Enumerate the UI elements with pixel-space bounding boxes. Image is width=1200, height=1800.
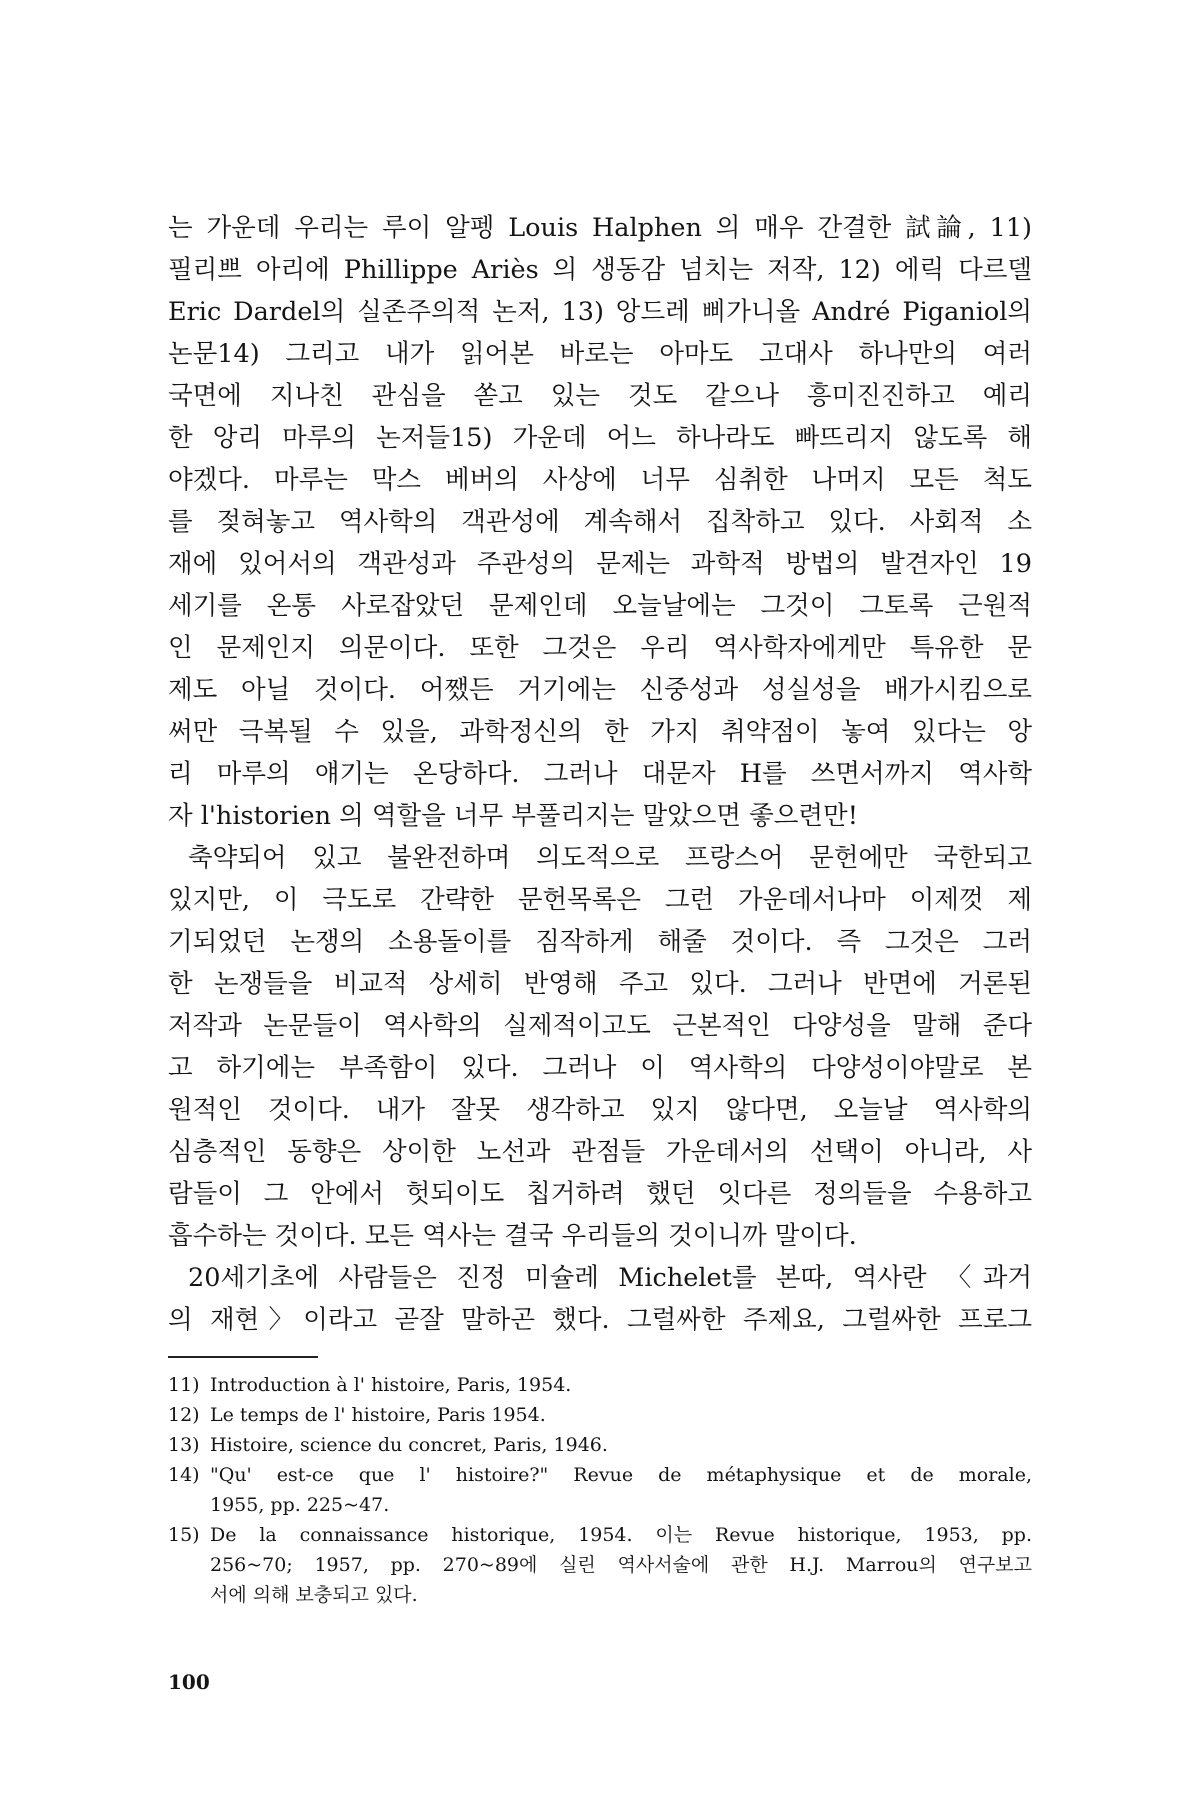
body-line: 있지만, 이 극도로 간략한 문헌목록은 그런 가운데서나마 이제껏 제 <box>168 885 1032 915</box>
footnote-text: "Qu' est-ce que l' histoire?" Revue de métaphysique et de morale, <box>210 1464 1032 1486</box>
body-line: 세기를 온통 사로잡았던 문제인데 오늘날에는 그것이 그토록 근원적 <box>168 591 1032 621</box>
body-line: 심층적인 동향은 상이한 노선과 관점들 가운데서의 선택이 아니라, 사 <box>168 1137 1032 1167</box>
body-line: 기되었던 논쟁의 소용돌이를 짐작하게 해줄 것이다. 즉 그것은 그러 <box>168 927 1032 957</box>
footnote-text: 서에 의해 보충되고 있다. <box>210 1584 418 1606</box>
footnote-number: 14) <box>168 1464 200 1486</box>
body-line: 야겠다. 마루는 막스 베버의 사상에 너무 심취한 나머지 모든 척도 <box>168 465 1032 495</box>
footnote-14 <box>168 1460 1032 1520</box>
body-line: Eric Dardel의 실존주의적 논저, 13) 앙드레 삐가니올 André Piganiol의 <box>168 297 1032 327</box>
body-line: 자 l'historien 의 역할을 너무 부풀리지는 말았으면 좋으련만! <box>168 801 858 831</box>
body-line: 저작과 논문들이 역사학의 실제적이고도 근본적인 다양성을 말해 준다 <box>168 1011 1032 1041</box>
body-line: 리 마루의 얘기는 온당하다. 그러나 대문자 H를 쓰면서까지 역사학 <box>168 759 1032 789</box>
footnote-divider <box>168 1356 318 1358</box>
body-line: 필리쁘 아리에 Phillippe Ariès 의 생동감 넘치는 저작, 12) 에릭 다르델 <box>168 255 1032 285</box>
body-line: 흡수하는 것이다. 모든 역사는 결국 우리들의 것이니까 말이다. <box>168 1221 857 1251</box>
footnote-15 <box>168 1520 1032 1610</box>
footnote-text: De la connaissance historique, 1954. 이는 Revue historique, 1953, pp. <box>210 1524 1032 1546</box>
body-line: 한 논쟁들을 비교적 상세히 반영해 주고 있다. 그러나 반면에 거론된 <box>168 969 1032 999</box>
body-line: 논문14) 그리고 내가 읽어본 바로는 아마도 고대사 하나만의 여러 <box>168 339 1032 369</box>
body-line: 인 문제인지 의문이다. 또한 그것은 우리 역사학자에게만 특유한 문 <box>168 633 1032 663</box>
footnote-number: 12) <box>168 1404 200 1426</box>
body-line: 원적인 것이다. 내가 잘못 생각하고 있지 않다면, 오늘날 역사학의 <box>168 1095 1032 1125</box>
footnote-text: 1955, pp. 225~47. <box>210 1494 390 1516</box>
body-text <box>168 207 1032 1341</box>
page-number: 100 <box>168 1670 210 1694</box>
body-line: 국면에 지나친 관심을 쏟고 있는 것도 같으나 흥미진진하고 예리 <box>168 381 1032 411</box>
footnote-12 <box>168 1400 1032 1430</box>
body-line: 는 가운데 우리는 루이 알펭 Louis Halphen 의 매우 간결한 試論, 11) <box>168 213 1032 243</box>
body-line: 고 하기에는 부족함이 있다. 그러나 이 역사학의 다양성이야말로 본 <box>168 1053 1032 1083</box>
footnotes <box>168 1370 1032 1610</box>
body-line: 써만 극복될 수 있을, 과학정신의 한 가지 취약점이 놓여 있다는 앙 <box>168 717 1032 747</box>
footnote-13 <box>168 1430 1032 1460</box>
body-line: 를 젖혀놓고 역사학의 객관성에 계속해서 집착하고 있다. 사회적 소 <box>168 507 1032 537</box>
footnote-number: 13) <box>168 1434 200 1456</box>
body-line: 람들이 그 안에서 헛되이도 칩거하려 했던 잇다른 정의들을 수용하고 <box>168 1179 1032 1209</box>
footnote-text: Introduction à l' histoire, Paris, 1954. <box>210 1374 572 1396</box>
footnote-text: Le temps de l' histoire, Paris 1954. <box>210 1404 546 1426</box>
body-line: 재에 있어서의 객관성과 주관성의 문제는 과학적 방법의 발견자인 19 <box>168 549 1032 579</box>
footnote-number: 15) <box>168 1524 200 1546</box>
body-line: 축약되어 있고 불완전하며 의도적으로 프랑스어 문헌에만 국한되고 <box>188 843 1032 873</box>
body-line: 제도 아닐 것이다. 어쨌든 거기에는 신중성과 성실성을 배가시킴으로 <box>168 675 1032 705</box>
footnote-number: 11) <box>168 1374 200 1396</box>
footnote-text: Histoire, science du concret, Paris, 1946. <box>210 1434 608 1456</box>
footnote-text: 256~70; 1957, pp. 270~89에 실린 역사서술에 관한 H.J. Marrou의 연구보고 <box>210 1554 1032 1576</box>
body-line: 한 앙리 마루의 논저들15) 가운데 어느 하나라도 빠뜨리지 않도록 해 <box>168 423 1032 453</box>
footnote-11 <box>168 1370 1032 1400</box>
body-line: 의 재현〉이라고 곧잘 말하곤 했다. 그럴싸한 주제요, 그럴싸한 프로그 <box>168 1305 1032 1335</box>
body-line: 20세기초에 사람들은 진정 미슐레 Michelet를 본따, 역사란 〈과거 <box>188 1263 1032 1293</box>
